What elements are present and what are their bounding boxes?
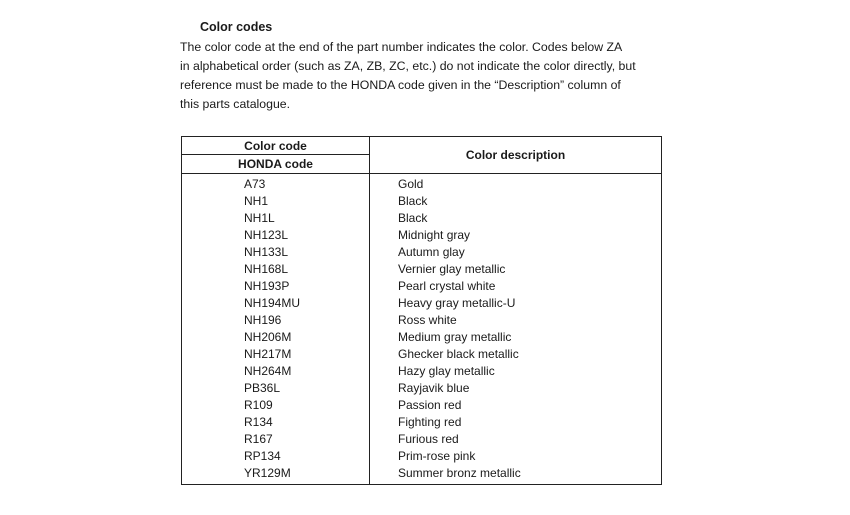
table-row — [182, 380, 662, 397]
color-description-cell: Black — [398, 194, 428, 208]
honda-code-cell: YR129M — [182, 465, 370, 485]
honda-code-cell: NH1L — [182, 210, 370, 227]
table-row — [182, 448, 662, 465]
honda-code-cell: NH193P — [182, 278, 370, 295]
color-description-cell: Prim-rose pink — [398, 449, 476, 463]
header-honda-code: HONDA code — [182, 155, 370, 174]
color-description-cell: Autumn glay — [398, 245, 465, 259]
color-description-cell: Furious red — [398, 432, 459, 446]
table-row — [182, 244, 662, 261]
table-row — [182, 261, 662, 278]
color-description-cell: Heavy gray metallic-U — [398, 296, 516, 310]
color-description-cell: Hazy glay metallic — [398, 364, 495, 378]
color-description-cell: Fighting red — [398, 415, 462, 429]
color-description-cell: Rayjavik blue — [398, 381, 470, 395]
color-description-cell: Passion red — [398, 398, 462, 412]
section-title: Color codes — [200, 20, 273, 34]
paragraph-line: reference must be made to the HONDA code given in the “Description” column of — [180, 78, 621, 92]
color-description-cell: Midnight gray — [398, 228, 471, 242]
table-row — [182, 210, 662, 227]
honda-code-cell: NH133L — [182, 244, 370, 261]
honda-code-cell: NH123L — [182, 227, 370, 244]
intro-paragraph — [180, 38, 670, 114]
honda-code-cell: NH1 — [182, 193, 370, 210]
color-code-table — [181, 136, 662, 485]
honda-code-cell: NH168L — [182, 261, 370, 278]
honda-code-cell: NH206M — [182, 329, 370, 346]
honda-code-cell: PB36L — [182, 380, 370, 397]
paragraph-line: this parts catalogue. — [180, 97, 291, 111]
table-row — [182, 278, 662, 295]
color-description-cell: Ghecker black metallic — [398, 347, 519, 361]
color-description-cell: Black — [398, 211, 428, 225]
table-row — [182, 431, 662, 448]
table-row — [182, 414, 662, 431]
table-row — [182, 329, 662, 346]
table-body — [182, 174, 662, 485]
table-row — [182, 227, 662, 244]
table-row — [182, 363, 662, 380]
honda-code-cell: R109 — [182, 397, 370, 414]
color-description-cell: Medium gray metallic — [398, 330, 512, 344]
color-description-cell: Gold — [398, 177, 424, 191]
honda-code-cell: RP134 — [182, 448, 370, 465]
color-description-cell: Pearl crystal white — [398, 279, 496, 293]
color-description-cell: Ross white — [398, 313, 457, 327]
table-row — [182, 174, 662, 194]
table-row — [182, 295, 662, 312]
table-row — [182, 312, 662, 329]
honda-code-cell: R134 — [182, 414, 370, 431]
table-row — [182, 465, 662, 485]
honda-code-cell: NH194MU — [182, 295, 370, 312]
honda-code-cell: A73 — [182, 174, 370, 194]
table-row — [182, 346, 662, 363]
color-description-cell: Summer bronz metallic — [398, 466, 521, 480]
header-color-code: Color code — [182, 137, 370, 155]
color-description-cell: Vernier glay metallic — [398, 262, 506, 276]
paragraph-line: The color code at the end of the part number indicates the color. Codes below ZA — [180, 40, 623, 54]
honda-code-cell: NH217M — [182, 346, 370, 363]
paragraph-line: in alphabetical order (such as ZA, ZB, ZC, etc.) do not indicate the color directly, but — [180, 59, 636, 73]
header-color-description: Color description — [370, 137, 662, 174]
honda-code-cell: R167 — [182, 431, 370, 448]
table-row — [182, 193, 662, 210]
table-row — [182, 397, 662, 414]
honda-code-cell: NH196 — [182, 312, 370, 329]
honda-code-cell: NH264M — [182, 363, 370, 380]
